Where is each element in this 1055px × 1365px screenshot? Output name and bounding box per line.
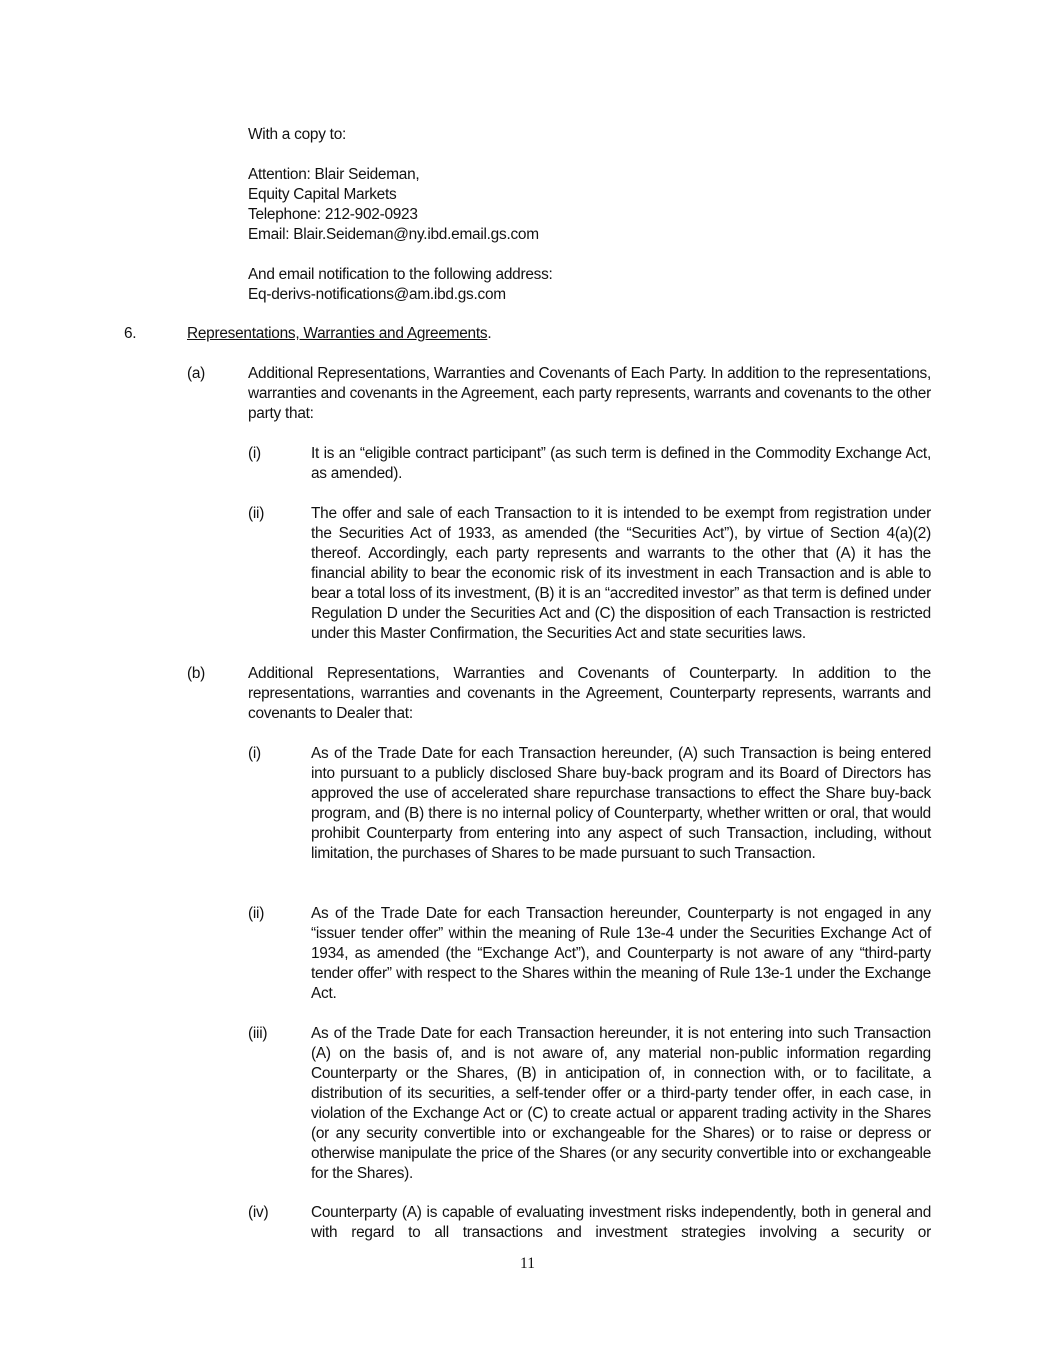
section-heading	[187, 324, 491, 344]
clause-b-iii-text: As of the Trade Date for each Transaction hereunder, it is not entering into such Transaction (A) on the basis of, and is not aware of, any material non-public information regarding Counterparty or the Shares, (B) in anticipation of, in connection with, or to facilitate, a distribution of its securities, a self-tender offer or a third-party tender offer, in each case, in violation of the Exchange Act or (C) to create actual or apparent trading activity in the Shares (or any security convertible into or exchangeable for the Shares) or to raise or depress or otherwise manipulate the price of the Shares (or any security convertible into or exchangeable for the Shares).	[311, 1025, 931, 1182]
clause-a-ii-text: The offer and sale of each Transaction to it is intended to be exempt from registration under the Securities Act of 1933, as amended (the “Securities Act”), by virtue of Section 4(a)(2) thereof. Accordingly, each party represents and warrants to the other that (A) it has the financial ability to bear the economic risk of its investment in each Transaction and is able to bear a total loss of its investment, (B) it is an “accredited investor” as that term is defined under Regulation D under the Securities Act and (C) the disposition of each Transaction is restricted under this Master Confirmation, the Securities Act and state securities laws.	[311, 505, 931, 642]
copy-heading: With a copy to:	[248, 126, 347, 143]
section-number: 6.	[124, 325, 137, 342]
email-line: Email: Blair.Seideman@ny.ibd.email.gs.com	[248, 226, 539, 243]
clause-b-iii-label: (iii)	[248, 1025, 268, 1042]
notification-intro: And email notification to the following address:	[248, 266, 553, 283]
clause-b-label: (b)	[187, 665, 206, 682]
department-line: Equity Capital Markets	[248, 186, 397, 203]
clause-b-i-label: (i)	[248, 745, 261, 762]
attention-line: Attention: Blair Seideman,	[248, 166, 420, 183]
clause-a-i-label: (i)	[248, 445, 261, 462]
notification-email: Eq-derivs-notifications@am.ibd.gs.com	[248, 286, 506, 303]
clause-b-i-text: As of the Trade Date for each Transaction hereunder, (A) such Transaction is being entered into pursuant to a publicly disclosed Share buy-back program and its Board of Directors has approved the use of accelerated share repurchase transactions to effect the Share buy-back program, and (B) there is no internal policy of Counterparty, whether written or oral, that would prohibit Counterparty from entering into any aspect of such Transaction, including, without limitation, the purchases of Shares to be made pursuant to such Transaction.	[311, 745, 931, 862]
clause-b-iv-text: Counterparty (A) is capable of evaluating investment risks independently, both in general and with regard to all transactions and investment strategies involving a security or	[311, 1204, 931, 1241]
telephone-line: Telephone: 212-902-0923	[248, 206, 418, 223]
clause-a-i-text: It is an “eligible contract participant” (as such term is defined in the Commodity Exchange Act, as amended).	[311, 445, 931, 482]
clause-b-text: Additional Representations, Warranties and Covenants of Counterparty. In addition to the representations, warranties and covenants in the Agreement, Counterparty represents, warrants and covenants to Dealer that:	[248, 665, 931, 722]
section-title: Representations, Warranties and Agreements	[187, 325, 488, 342]
clause-a-ii-label: (ii)	[248, 505, 265, 522]
page-number: 11	[520, 1255, 535, 1272]
clause-b-iv-label: (iv)	[248, 1204, 269, 1221]
clause-a-label: (a)	[187, 365, 206, 382]
section-title-period: .	[487, 325, 492, 342]
clause-b-ii-text: As of the Trade Date for each Transaction hereunder, Counterparty is not engaged in any “issuer tender offer” within the meaning of Rule 13e-4 under the Securities Exchange Act of 1934, as amended (the “Exchange Act”), and Counterparty is not aware of any “third-party tender offer” with respect to the Shares within the meaning of Rule 13e-1 under the Exchange Act.	[311, 905, 931, 1002]
clause-b-ii-label: (ii)	[248, 905, 265, 922]
clause-a-text: Additional Representations, Warranties and Covenants of Each Party. In addition to the representations, warranties and covenants in the Agreement, each party represents, warrants and covenants to the other party that:	[248, 365, 931, 422]
